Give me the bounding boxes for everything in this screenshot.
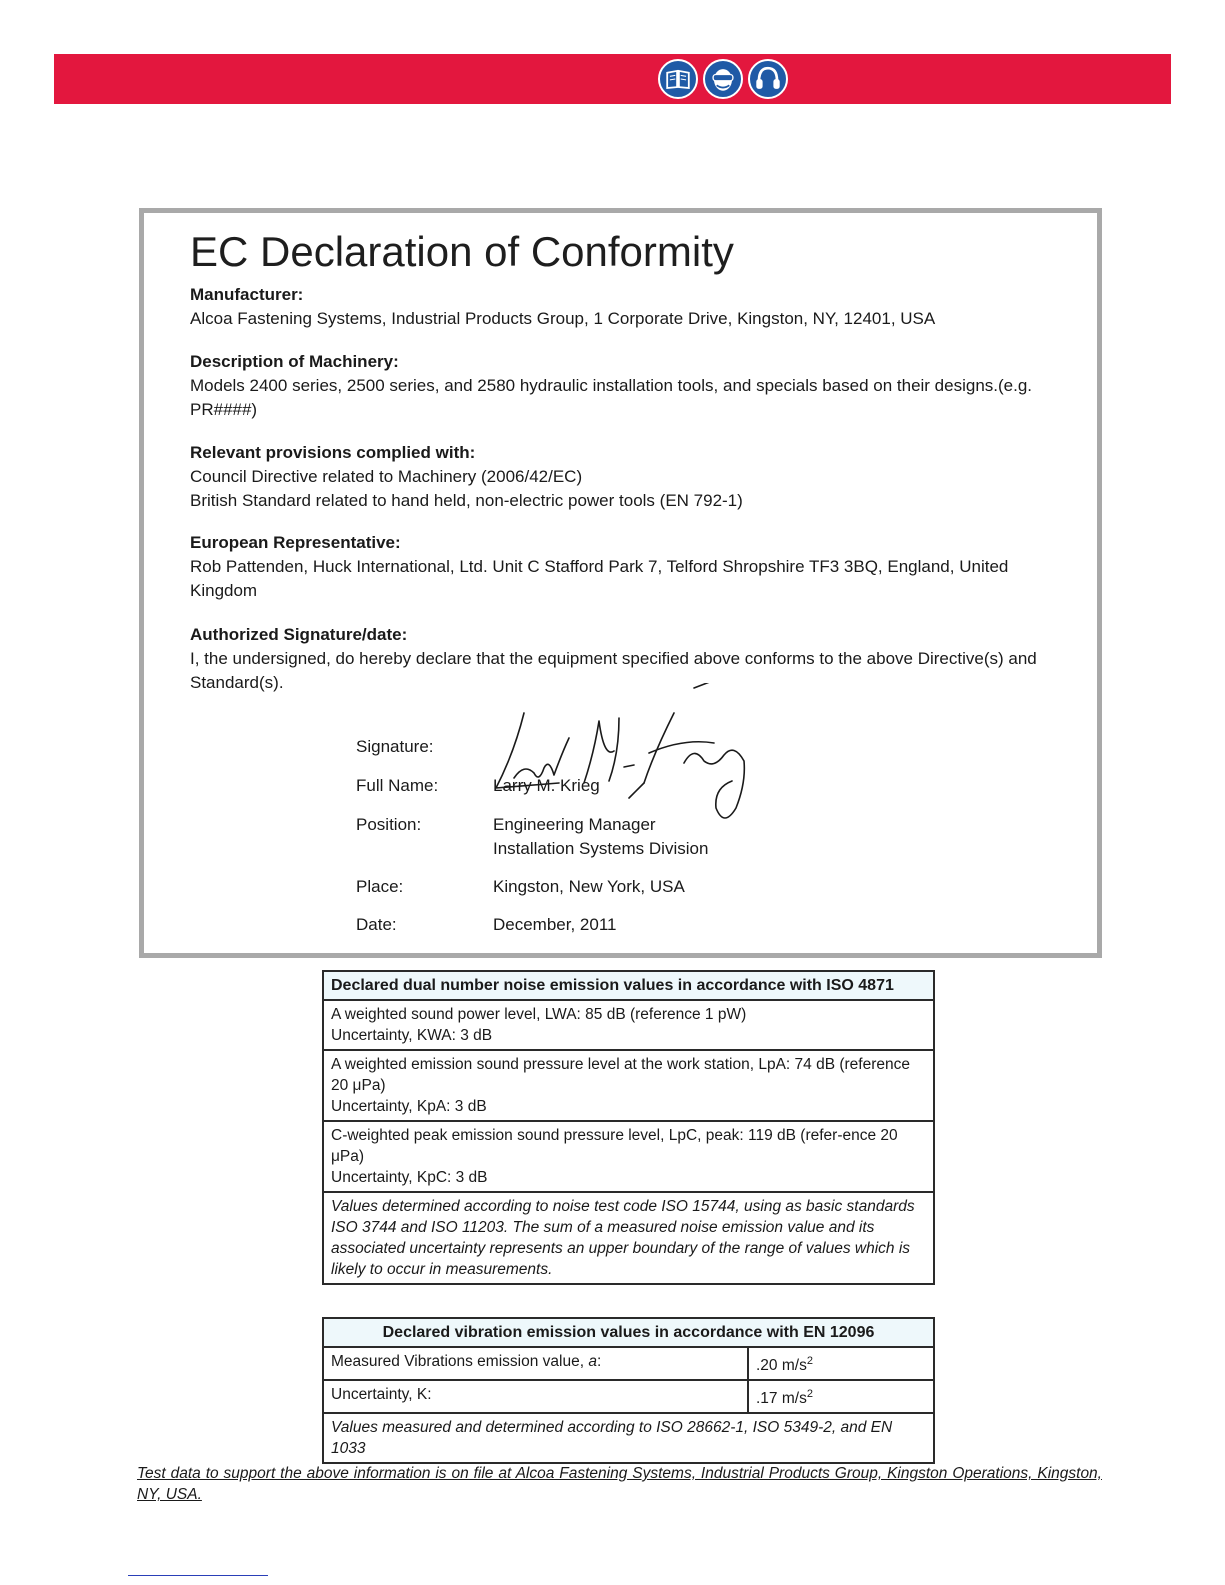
table-cell bbox=[323, 1000, 934, 1050]
noise-emission-table bbox=[322, 970, 935, 1285]
unit-exponent: 2 bbox=[806, 1388, 813, 1401]
provisions-line: British Standard related to hand held, non-electric power tools (EN 792-1) bbox=[190, 491, 743, 510]
place-value: Kingston, New York, USA bbox=[493, 877, 685, 896]
full-name-label: Full Name: bbox=[356, 776, 439, 795]
unit-exponent: 2 bbox=[806, 1355, 813, 1367]
bottom-rule bbox=[128, 1575, 268, 1576]
table-row bbox=[323, 1347, 934, 1380]
table-row bbox=[323, 1000, 934, 1050]
cell-line: Uncertainty, KpA: 3 dB bbox=[331, 1098, 487, 1115]
machinery-section bbox=[190, 350, 1070, 422]
table-row bbox=[323, 1121, 934, 1192]
table-row bbox=[323, 1318, 934, 1347]
header-banner bbox=[54, 54, 1171, 104]
manufacturer-heading: Manufacturer: bbox=[190, 285, 304, 304]
cell-line: A weighted sound power level, LWA: 85 dB (reference 1 pW) bbox=[331, 1006, 747, 1023]
table-row bbox=[323, 971, 934, 1000]
authorized-heading: Authorized Signature/date: bbox=[190, 625, 408, 644]
table-cell bbox=[323, 1121, 934, 1192]
vibration-label-suffix: : bbox=[596, 1353, 602, 1370]
cell-line: C-weighted peak emission sound pressure level, LpC, peak: 119 dB (refer-ence 20 μPa) bbox=[331, 1127, 898, 1165]
date-value: December, 2011 bbox=[493, 915, 617, 934]
table-row bbox=[323, 1050, 934, 1121]
vibration-table-note: Values measured and determined according to ISO 28662-1, ISO 5349-2, and EN 1033 bbox=[323, 1413, 934, 1463]
table-row bbox=[323, 1380, 934, 1413]
representative-heading: European Representative: bbox=[190, 533, 401, 552]
provisions-section bbox=[190, 441, 1070, 513]
vibration-table-header: Declared vibration emission values in accordance with EN 12096 bbox=[323, 1318, 934, 1347]
provisions-heading: Relevant provisions complied with: bbox=[190, 443, 476, 462]
position-line: Engineering Manager bbox=[493, 815, 656, 834]
place-label: Place: bbox=[356, 877, 404, 896]
table-cell bbox=[323, 1347, 748, 1380]
face-protection-icon bbox=[703, 59, 743, 99]
machinery-heading: Description of Machinery: bbox=[190, 352, 399, 371]
table-row bbox=[323, 1192, 934, 1284]
table-cell bbox=[323, 1050, 934, 1121]
table-cell: Uncertainty, K: bbox=[323, 1380, 748, 1413]
vibration-value: .20 m/s bbox=[756, 1357, 807, 1375]
signature-label: Signature: bbox=[356, 737, 434, 756]
declaration-title: EC Declaration of Conformity bbox=[190, 228, 734, 275]
date-label: Date: bbox=[356, 915, 397, 934]
cell-line: Uncertainty, KpC: 3 dB bbox=[331, 1169, 488, 1186]
authorized-text: I, the undersigned, do hereby declare that the equipment specified above conforms to the above Directive(s) and Standard(s). bbox=[190, 649, 1037, 692]
manufacturer-text: Alcoa Fastening Systems, Industrial Products Group, 1 Corporate Drive, Kingston, NY, 12401, USA bbox=[190, 309, 936, 328]
test-data-footnote: Test data to support the above information is on file at Alcoa Fastening Systems, Industrial Products Group, Kingston Operations, Kingston, NY, USA. bbox=[137, 1465, 1102, 1503]
vibration-symbol: a bbox=[588, 1353, 597, 1370]
uncertainty-value: .17 m/s bbox=[756, 1390, 807, 1408]
cell-line: Uncertainty, KWA: 3 dB bbox=[331, 1027, 493, 1044]
representative-text: Rob Pattenden, Huck International, Ltd. Unit C Stafford Park 7, Telford Shropshire TF3 3BQ, England, United Kingdom bbox=[190, 557, 1009, 600]
table-row bbox=[323, 1413, 934, 1463]
machinery-text: Models 2400 series, 2500 series, and 2580 hydraulic installation tools, and specials based on their designs.(e.g. PR####) bbox=[190, 376, 1033, 419]
full-name-value: Larry M. Krieg bbox=[493, 776, 600, 795]
declaration-box bbox=[139, 208, 1102, 958]
table-cell bbox=[748, 1347, 934, 1380]
position-label: Position: bbox=[356, 815, 422, 834]
position-value bbox=[493, 813, 708, 861]
position-line: Installation Systems Division bbox=[493, 839, 709, 858]
vibration-emission-table bbox=[322, 1317, 935, 1464]
vibration-label: Measured Vibrations emission value, bbox=[331, 1353, 589, 1370]
table-cell bbox=[748, 1380, 934, 1413]
manufacturer-section bbox=[190, 283, 1070, 331]
provisions-line: Council Directive related to Machinery (2006/42/EC) bbox=[190, 467, 583, 486]
cell-line: A weighted emission sound pressure level at the work station, LpA: 74 dB (reference 20 μPa) bbox=[331, 1056, 910, 1094]
noise-table-header: Declared dual number noise emission values in accordance with ISO 4871 bbox=[323, 971, 934, 1000]
noise-table-note: Values determined according to noise test code ISO 15744, using as basic standards ISO 3744 and ISO 11203. The sum of a measured noise emission value and its associated uncertainty represents an upper boundary of the range of values which is likely to occur in measurements. bbox=[323, 1192, 934, 1284]
read-manual-icon bbox=[658, 59, 698, 99]
ear-protection-icon bbox=[748, 59, 788, 99]
representative-section bbox=[190, 531, 1070, 603]
handwritten-signature bbox=[484, 683, 774, 833]
